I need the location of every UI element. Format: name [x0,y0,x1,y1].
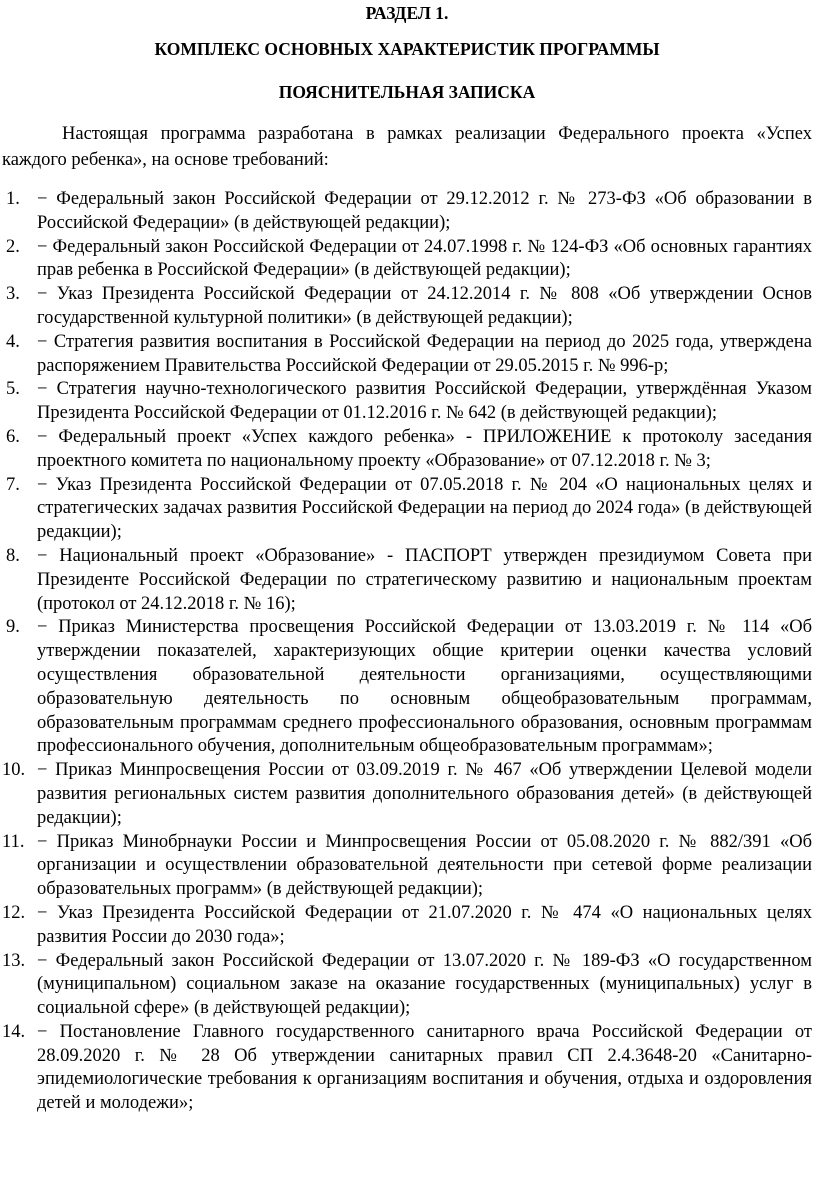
list-item [2,378,812,426]
list-item [2,1021,812,1116]
list-item-text: − Указ Президента Российской Федерации от 24.12.2014 г. № 808 «Об утверждении Основ государственной культурной политики» (в действующей редакции); [37,284,812,328]
list-item-text: − Стратегия научно-технологического развития Российской Федерации, утверждённая Указом Президента Российской Федерации от 01.12.2016 г. № 642 (в действующей редакции); [37,379,812,424]
list-item-number: 6. [6,426,20,447]
list-item-text: − Указ Президента Российской Федерации от 07.05.2018 г. № 204 «О национальных целях и стратегических задачах развития Российской Федерации на период до 2024 года» (в действующей редакции); [37,474,812,543]
list-item [2,283,812,331]
list-item-text: − Федеральный закон Российской Федерации от 29.12.2012 г. № 273-ФЗ «Об образовании в Российской Федерации» (в действующей редакции); [37,189,812,233]
explanatory-note-title: ПОЯСНИТЕЛЬНАЯ ЗАПИСКА [278,82,536,102]
list-item [2,902,812,950]
list-item-text: − Приказ Минпросвещения России от 03.09.2019 г. № 467 «Об утверждении Целевой модели развития региональных систем развития дополнительного образования детей» (в действующей редакции); [37,760,812,828]
list-item-number: 5. [6,379,20,400]
list-item-number: 10. [2,760,26,781]
list-item-number: 2. [6,236,20,257]
list-item-text: − Постановление Главного государственного санитарного врача Российской Федерации от 28.09.2020 г. № 28 Об утверждении санитарных правил СП 2.4.3648-20 «Санитарно-эпидемиологические требования к организациям воспитания и обучения, отдыха и оздоровления детей и молодежи»; [37,1021,812,1114]
list-item-number: 13. [2,950,26,971]
list-item-text: − Приказ Министерства просвещения Российской Федерации от 13.03.2019 г. № 114 «Об утверждении показателей, характеризующих общие критерии оценки качества условий осуществления образовательной деятельности организациями, осуществляющими образовательную деятельность по основным общеобразовательным программам, образовательным программам среднего профессионального образования, основным программам профессионального обучения, дополнительным общеобразовательным программам»; [37,617,812,757]
section-title: РАЗДЕЛ 1. [365,3,449,23]
list-item-text: − Федеральный проект «Успех каждого ребенка» - ПРИЛОЖЕНИЕ к протоколу заседания проектного комитета по национальному проекту «Образование» от 07.12.2018 г. № 3; [37,426,812,471]
list-item [2,474,812,545]
list-item-text: − Федеральный закон Российской Федерации от 13.07.2020 г. № 189-ФЗ «О государственном (муниципальном) социальном заказе на оказание государственных (муниципальных) услуг в социальной сфере» (в действующей редакции); [37,950,812,1019]
list-item [2,426,812,474]
list-item [2,331,812,379]
requirements-list [2,188,812,1116]
list-item-number: 11. [2,831,25,852]
list-item-number: 1. [6,189,20,209]
intro-paragraph: Настоящая программа разработана в рамках реализации Федерального проекта «Успех каждого ребенка», на основе требований: [2,124,812,170]
list-item-text: − Федеральный закон Российской Федерации от 24.07.1998 г. № 124-ФЗ «Об основных гарантиях прав ребенка в Российской Федерации» (в действующей редакции); [37,236,812,281]
list-item-text: − Указ Президента Российской Федерации от 21.07.2020 г. № 474 «О национальных целях развития России до 2030 года»; [37,902,812,947]
list-item-number: 14. [2,1021,26,1042]
list-item-number: 12. [2,902,26,923]
list-item-number: 9. [6,617,20,638]
list-item-number: 4. [6,331,20,352]
list-item-text: − Приказ Минобрнауки России и Минпросвещения России от 05.08.2020 г. № 882/391 «Об организации и осуществлении образовательной деятельности при сетевой форме реализации образовательных программ» (в действующей редакции); [37,831,812,900]
list-item [2,545,812,616]
list-item-text: − Национальный проект «Образование» - ПАСПОРТ утвержден президиумом Совета при Президенте Российской Федерации по стратегическому развитию и национальным проектам (протокол от 24.12.2018 г. № 16); [37,545,812,614]
list-item [2,831,812,902]
list-item [2,950,812,1021]
list-item-number: 3. [6,284,20,305]
program-subtitle: КОМПЛЕКС ОСНОВНЫХ ХАРАКТЕРИСТИК ПРОГРАММЫ [154,39,660,59]
list-item-number: 8. [6,545,20,566]
list-item [2,188,812,236]
list-item [2,616,812,759]
list-item [2,759,812,830]
list-item-number: 7. [6,474,20,495]
list-item [2,236,812,284]
list-item-text: − Стратегия развития воспитания в Российской Федерации на период до 2025 года, утверждена распоряжением Правительства Российской Федерации от 29.05.2015 г. № 996-р; [37,331,812,376]
